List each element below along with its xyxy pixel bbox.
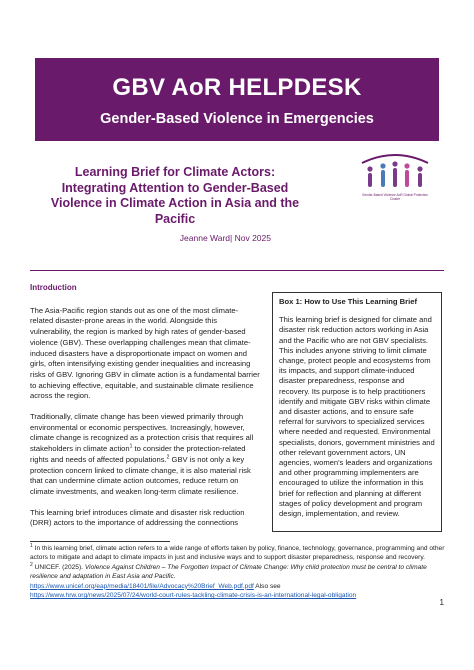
box-body: This learning brief is designed for climate and disaster risk reduction actors working in Asia and the Pacific who are not GBV specialists. This includes anyone striving to limit climate change, protect people and ecosystems from its impacts, and support climate-induced disaster preparedness, response and recovery. Its purpose is to help practitioners identify and mitigate GBV risks within climate and disaster actions, and to ensure safe referral for survivors to specialized services where needed and requested. Environmental specialists, donors, government ministries and other relevant government actors, UN agencies, women's leaders and organizations and other programming implementers are encouraged to utilize the information in this brief for reflection and planning at different stages of policy development and program design, implementation, and review. — [279, 315, 435, 519]
intro-paragraph-3: This learning brief introduces climate and disaster risk reduction (DRR) actors to the importance of addressing the connections — [30, 507, 245, 528]
intro-paragraph: The Asia-Pacific region stands out as one of the most climate-related disaster-prone areas in the world. Alongside this vulnerability, the region is marked by high rates of gender-based violence (GBV). These overlapping challenges mean that climate-induced disasters have a disproportionate impact on women and girls, often intensifying existing gender inequalities and increasing risks of GBV. Ignoring GBV in climate action is a fundamental barrier to achieving effective, equitable, and sustainable climate resilience across the region. — [30, 305, 260, 401]
box-title: Box 1: How to Use This Learning Brief — [279, 297, 417, 306]
byline: Jeanne Ward| Nov 2025 — [179, 233, 271, 243]
footnotes — [30, 544, 446, 600]
gbv-aor-logo-icon — [356, 149, 434, 211]
intro-column — [30, 283, 260, 539]
header-banner — [35, 58, 439, 141]
intro-heading: Introduction — [30, 283, 77, 292]
divider — [30, 270, 444, 271]
footnote-divider — [30, 541, 170, 542]
page-number: 1 — [439, 598, 444, 607]
banner-title: GBV AoR HELPDESK — [112, 74, 362, 101]
banner-subtitle: Gender-Based Violence in Emergencies — [100, 111, 374, 127]
footnote-ref[interactable]: 1 — [129, 443, 133, 450]
info-box — [272, 292, 442, 532]
brief-title: Learning Brief for Climate Actors: Integrating Attention to Gender-Based Violence in Climate Action in Asia and the Pacific — [50, 165, 300, 226]
footnote-link-unicef[interactable]: https://www.unicef.org/eap/media/18401/file/Advocacy%20Brief_Web.pdf.pdf — [30, 582, 254, 590]
logo-caption: Gender-Based Violence AoR Global Protection Cluster — [361, 193, 429, 201]
footnote-link-hrw[interactable]: https://www.hrw.org/news/2025/07/24/world-court-rules-tackling-climate-crisis-is-an-international-legal-obligation — [30, 592, 357, 600]
footnote-ref[interactable]: 2 — [166, 454, 170, 461]
footnote-1: $^1$ In this learning brief, climate action refers to a wide range of efforts taken by policy, finance, technology, governance, programming and other actors to mitigate and adapt to climate impacts in just and inclusive ways and to support disaster preparedness, response and recovery. — [30, 542, 445, 562]
intro-paragraph-2: Traditionally, climate change has been viewed primarily through environmental or economic perspectives. Increasingly, however, climate change is recognized as a protection crisis that requires all stakeholders in climate action$^1$ to consider the protection-related rights and needs of affected populations.$^2$ GBV is not only a key protection concern linked to climate change, it is also material risk that can undermine climate action outcomes, reduce return on climate investments, and weaken long-term climate resilience. — [30, 412, 254, 496]
footnote-2: $^2$ UNICEF. (2025). Violence Against Children – The Forgotten Impact of Climate Change: Why child protection must be central to climate resilience and adaptation in East Asia and Pacific. https://www.unicef.org/eap/media/18401/file/Advocacy%20Brief_Web.pdf.pdf Also see https://www.hrw.org/news/2025/07/24/world-court-rules-tackling-climate-crisis-is-an-international-legal-obligation — [30, 561, 427, 600]
